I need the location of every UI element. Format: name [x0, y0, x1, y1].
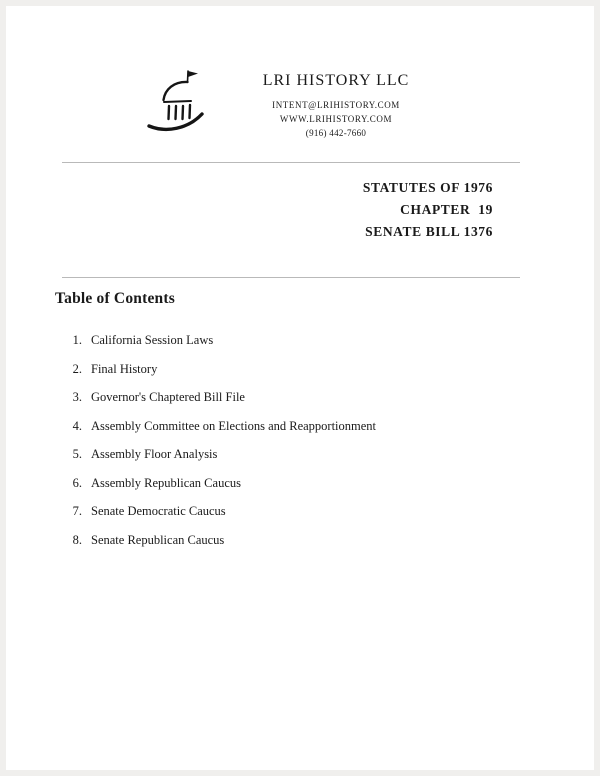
- toc-list: [55, 326, 594, 554]
- document-page: [6, 6, 594, 770]
- chapter-line: CHAPTER 19: [400, 202, 493, 217]
- senate-bill-line: SENATE BILL 1376: [365, 224, 493, 239]
- toc-item-number: 4.: [72, 418, 82, 433]
- toc-item-number: 8.: [72, 532, 82, 547]
- toc-item-number: 6.: [72, 475, 82, 490]
- toc-item-label: Governor's Chaptered Bill File: [91, 390, 245, 404]
- toc-item: [55, 326, 594, 355]
- statutes-line: STATUTES OF 1976: [362, 180, 493, 195]
- toc-item-number: 3.: [72, 390, 82, 404]
- letterhead-contact-block: [236, 64, 436, 140]
- toc-item: [55, 526, 594, 555]
- company-name: LRI HISTORY LLC: [262, 72, 410, 89]
- toc-item: [55, 497, 594, 526]
- toc-item-label: Assembly Committee on Elections and Reapportionment: [91, 418, 377, 433]
- company-email: INTENT@LRIHISTORY.COM: [272, 100, 400, 110]
- bill-info-block: [6, 163, 594, 259]
- toc-item: [55, 383, 594, 412]
- toc-item-label: Final History: [91, 361, 158, 376]
- toc-item: [55, 440, 594, 469]
- toc-item-number: 1.: [72, 333, 82, 347]
- toc-item-number: 2.: [72, 361, 82, 376]
- toc-title: Table of Contents: [55, 290, 175, 307]
- toc-item-label: California Session Laws: [91, 333, 214, 347]
- company-phone: (916) 442-7660: [305, 128, 367, 138]
- table-of-contents: [6, 278, 594, 554]
- toc-item-number: 7.: [72, 504, 82, 518]
- company-website: WWW.LRIHISTORY.COM: [279, 114, 393, 124]
- toc-item: [55, 412, 594, 441]
- toc-item-number: 5.: [72, 447, 82, 461]
- toc-item-label: Assembly Floor Analysis: [91, 447, 218, 461]
- toc-item: [55, 355, 594, 384]
- toc-item: [55, 469, 594, 498]
- toc-item-label: Assembly Republican Caucus: [91, 475, 241, 490]
- capitol-building-logo-icon: [144, 64, 216, 140]
- toc-item-label: Senate Democratic Caucus: [91, 504, 226, 518]
- letterhead: [6, 6, 594, 140]
- toc-item-label: Senate Republican Caucus: [91, 532, 225, 547]
